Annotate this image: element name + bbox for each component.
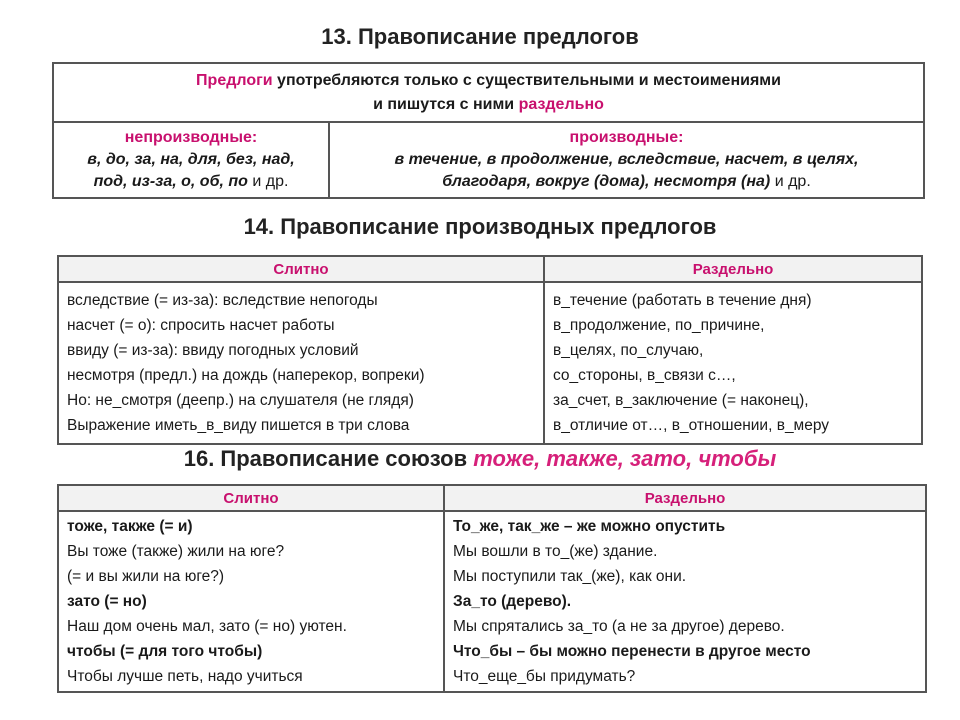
derived-cell <box>329 122 924 198</box>
col-header-together: Слитно <box>58 485 444 511</box>
list-item: насчет (= о): спросить насчет работы <box>67 317 335 334</box>
separate-cell <box>444 511 926 692</box>
list-item: Наш дом очень мал, зато (= но) уютен. <box>67 618 347 635</box>
separate-cell <box>544 282 922 444</box>
list-item: (= и вы жили на юге?) <box>67 568 225 585</box>
list-item: в_отличие от…, в_отношении, в_меру <box>553 417 830 434</box>
derived-line-1: в течение, в продолжение, вследствие, насчет, в целях, <box>394 151 859 168</box>
list-item: в_продолжение, по_причине, <box>553 317 765 334</box>
list-item: Чтобы лучше петь, надо учиться <box>67 668 303 685</box>
together-cell <box>58 511 444 692</box>
together-cell <box>58 282 544 444</box>
rule-text-2: и пишутся с ними <box>373 96 519 113</box>
list-item: несмотря (предл.) на дождь (наперекор, вопреки) <box>67 367 425 384</box>
list-item: зато (= но) <box>67 593 147 610</box>
section-13-table <box>52 62 925 199</box>
list-item: вследствие (= из-за): вследствие непогоды <box>67 292 378 309</box>
list-item: за_счет, в_заключение (= наконец), <box>553 392 809 409</box>
list-item: Мы поступили так_(же), как они. <box>453 568 687 585</box>
section-14-table <box>57 255 923 445</box>
list-item: Вы тоже (также) жили на юге? <box>67 543 285 560</box>
rule-separate: раздельно <box>518 96 604 113</box>
rule-text-1: употребляются только с существительными и местоимениями <box>272 72 781 89</box>
col-header-separate: Раздельно <box>444 485 926 511</box>
list-item: То_же, так_же – же можно опустить <box>453 518 726 535</box>
non-derived-line-1: в, до, за, на, для, без, над, <box>87 151 295 168</box>
list-item: Что_еще_бы придумать? <box>453 668 636 685</box>
derived-etc: и др. <box>770 173 811 190</box>
list-item: Но: не_смотря (деепр.) на слушателя (не глядя) <box>67 392 414 409</box>
list-item: в_течение (работать в течение дня) <box>553 292 812 309</box>
list-item: со_стороны, в_связи с…, <box>553 367 736 384</box>
list-item: ввиду (= из-за): ввиду погодных условий <box>67 342 359 359</box>
section-14-title: 14. Правописание производных предлогов <box>243 214 717 239</box>
derived-caption: производные: <box>569 129 684 146</box>
list-item: в_целях, по_случаю, <box>553 342 704 359</box>
section-16-table <box>57 484 927 693</box>
list-item: Выражение иметь_в_виду пишется в три слова <box>67 417 410 434</box>
list-item: За_то (дерево). <box>453 593 572 610</box>
non-derived-caption: непроизводные: <box>124 129 258 146</box>
list-item: тоже, также (= и) <box>67 518 193 535</box>
derived-line-2: благодаря, вокруг (дома), несмотря (на) <box>442 173 771 190</box>
rule-keyword: Предлоги <box>196 72 273 89</box>
list-item: Что_бы – бы можно перенести в другое место <box>453 643 811 660</box>
list-item: чтобы (= для того чтобы) <box>67 643 263 660</box>
non-derived-line-2: под, из-за, о, об, по <box>93 173 248 190</box>
section-16-title <box>0 446 960 472</box>
section-16-title-words: тоже, также, зато, чтобы <box>473 446 777 471</box>
section-13-title: 13. Правописание предлогов <box>321 24 639 49</box>
col-header-together: Слитно <box>58 256 544 282</box>
list-item: Мы спрятались за_то (а не за другое) дерево. <box>453 618 785 635</box>
non-derived-cell <box>53 122 329 198</box>
non-derived-etc: и др. <box>247 173 289 190</box>
col-header-separate: Раздельно <box>544 256 922 282</box>
list-item: Мы вошли в то_(же) здание. <box>453 543 658 560</box>
rule-cell <box>53 63 924 122</box>
section-16-title-text: 16. Правописание союзов <box>183 446 474 471</box>
